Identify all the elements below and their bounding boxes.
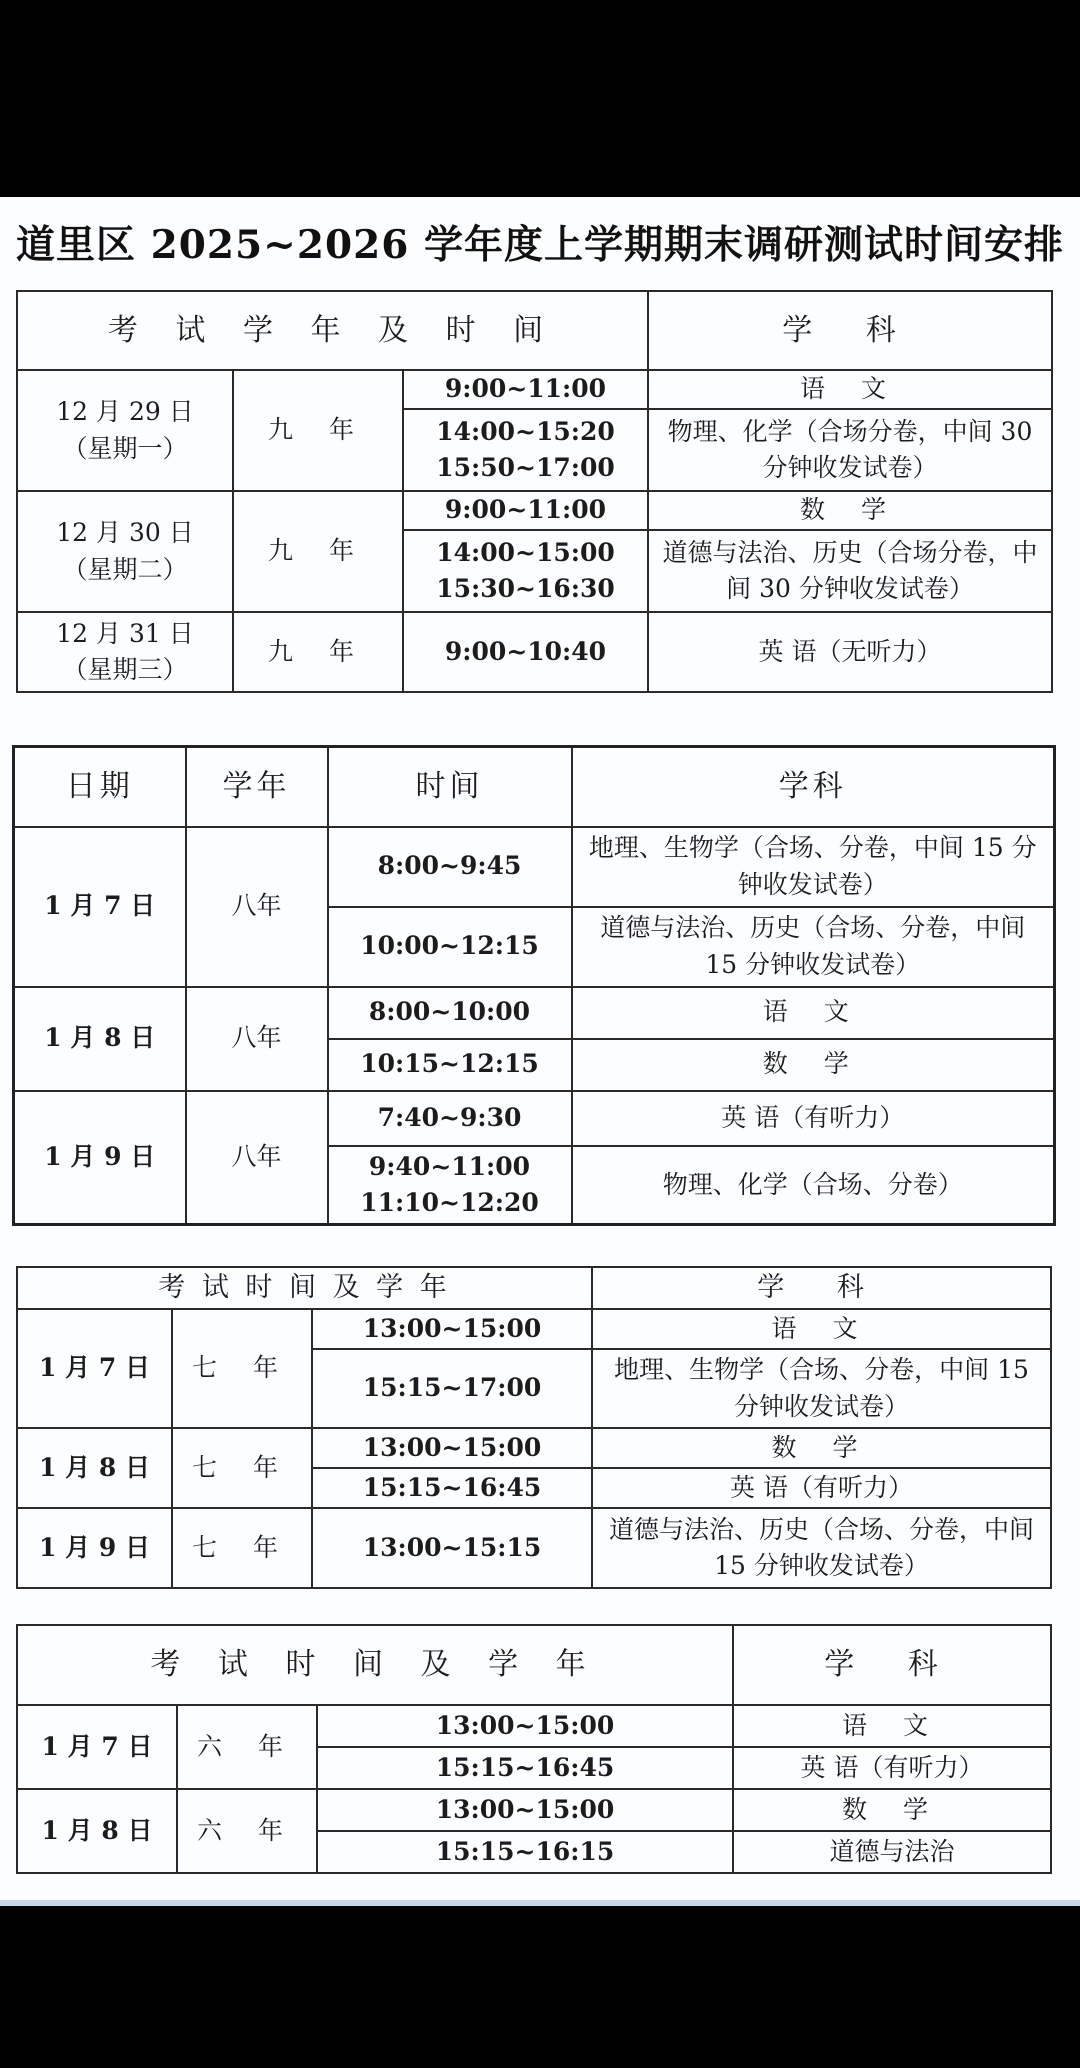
grade-cell: 九 年 — [233, 612, 403, 692]
grade7-schedule-table — [16, 1266, 1052, 1589]
subject-cell: 数 学 — [592, 1428, 1051, 1468]
grade-cell: 九 年 — [233, 491, 403, 612]
date-cell: 1 月 8 日 — [17, 1789, 177, 1873]
grade-cell: 七 年 — [172, 1428, 312, 1508]
table-header: 学 科 — [592, 1267, 1051, 1309]
subject-cell: 物理、化学（合场分卷，中间 30 分钟收发试卷） — [648, 409, 1052, 491]
subject-cell: 英 语（无听力） — [648, 612, 1052, 692]
time-cell: 15:15~17:00 — [312, 1349, 592, 1428]
grade6-schedule-table — [16, 1624, 1052, 1874]
date-cell: 1 月 8 日 — [17, 1428, 172, 1508]
table-row — [17, 1705, 1051, 1747]
time-cell: 13:00~15:15 — [312, 1508, 592, 1588]
time-cell: 9:00~11:00 — [403, 491, 648, 530]
page-edge — [0, 1900, 1080, 1906]
table-header: 时间 — [328, 747, 572, 827]
date-cell: 12 月 31 日 （星期三） — [17, 612, 233, 692]
subject-cell: 道德与法治、历史（合场分卷，中间 30 分钟收发试卷） — [648, 530, 1052, 612]
grade-cell: 八年 — [186, 1091, 328, 1225]
date-cell: 12 月 29 日 （星期一） — [17, 370, 233, 491]
table-header: 考 试 时 间 及 学 年 — [17, 1625, 733, 1705]
table-row — [14, 987, 1055, 1039]
subject-cell: 地理、生物学（合场、分卷，中间 15 分钟收发试卷） — [592, 1349, 1051, 1428]
table-row — [17, 1508, 1051, 1588]
time-cell: 14:00~15:20 15:50~17:00 — [403, 409, 648, 491]
subject-cell: 地理、生物学（合场、分卷，中间 15 分钟收发试卷） — [572, 827, 1055, 907]
grade-cell: 八年 — [186, 827, 328, 987]
time-cell: 9:40~11:00 11:10~12:20 — [328, 1146, 572, 1225]
subject-cell: 语 文 — [733, 1705, 1051, 1747]
grade-cell: 九 年 — [233, 370, 403, 491]
subject-cell: 英 语（有听力） — [733, 1747, 1051, 1789]
time-cell: 14:00~15:00 15:30~16:30 — [403, 530, 648, 612]
subject-cell: 数 学 — [648, 491, 1052, 530]
table-row — [17, 1789, 1051, 1831]
time-cell: 9:00~11:00 — [403, 370, 648, 409]
time-cell: 13:00~15:00 — [317, 1789, 733, 1831]
table-header: 考 试 学 年 及 时 间 — [17, 291, 648, 370]
time-cell: 13:00~15:00 — [312, 1309, 592, 1349]
table-row — [14, 1091, 1055, 1146]
table-row — [17, 370, 1052, 409]
subject-cell: 英 语（有听力） — [572, 1091, 1055, 1146]
time-cell: 10:15~12:15 — [328, 1039, 572, 1091]
time-cell: 15:15~16:45 — [312, 1468, 592, 1508]
grade-cell: 七 年 — [172, 1309, 312, 1428]
table-row — [17, 1428, 1051, 1468]
date-cell: 1 月 7 日 — [17, 1309, 172, 1428]
subject-cell: 数 学 — [733, 1789, 1051, 1831]
date-cell: 12 月 30 日 （星期二） — [17, 491, 233, 612]
grade8-schedule-table — [12, 745, 1056, 1226]
time-cell: 13:00~15:00 — [317, 1705, 733, 1747]
subject-cell: 英 语（有听力） — [592, 1468, 1051, 1508]
subject-cell: 语 文 — [572, 987, 1055, 1039]
subject-cell: 物理、化学（合场、分卷） — [572, 1146, 1055, 1225]
subject-cell: 道德与法治、历史（合场、分卷，中间 15 分钟收发试卷） — [572, 907, 1055, 987]
time-cell: 8:00~9:45 — [328, 827, 572, 907]
date-cell: 1 月 9 日 — [17, 1508, 172, 1588]
grade-cell: 八年 — [186, 987, 328, 1091]
table-row — [17, 1309, 1051, 1349]
table-header: 学 科 — [648, 291, 1052, 370]
table-header: 日期 — [14, 747, 186, 827]
time-cell: 15:15~16:45 — [317, 1747, 733, 1789]
time-cell: 13:00~15:00 — [312, 1428, 592, 1468]
subject-cell: 道德与法治 — [733, 1831, 1051, 1873]
time-cell: 10:00~12:15 — [328, 907, 572, 987]
date-cell: 1 月 7 日 — [17, 1705, 177, 1789]
time-cell: 8:00~10:00 — [328, 987, 572, 1039]
subject-cell: 语 文 — [592, 1309, 1051, 1349]
grade9-schedule-table — [16, 290, 1053, 693]
date-cell: 1 月 8 日 — [14, 987, 186, 1091]
table-row — [17, 612, 1052, 692]
table-header: 学年 — [186, 747, 328, 827]
subject-cell: 语 文 — [648, 370, 1052, 409]
date-cell: 1 月 7 日 — [14, 827, 186, 987]
grade-cell: 七 年 — [172, 1508, 312, 1588]
grade-cell: 六 年 — [177, 1705, 317, 1789]
subject-cell: 道德与法治、历史（合场、分卷，中间 15 分钟收发试卷） — [592, 1508, 1051, 1588]
subject-cell: 数 学 — [572, 1039, 1055, 1091]
time-cell: 15:15~16:15 — [317, 1831, 733, 1873]
table-header: 考 试 时 间 及 学 年 — [17, 1267, 592, 1309]
table-row — [14, 827, 1055, 907]
table-header: 学 科 — [733, 1625, 1051, 1705]
time-cell: 7:40~9:30 — [328, 1091, 572, 1146]
page-title: 道里区 2025~2026 学年度上学期期末调研测试时间安排 — [16, 222, 1064, 268]
grade-cell: 六 年 — [177, 1789, 317, 1873]
time-cell: 9:00~10:40 — [403, 612, 648, 692]
table-header: 学科 — [572, 747, 1055, 827]
date-cell: 1 月 9 日 — [14, 1091, 186, 1225]
table-row — [17, 491, 1052, 530]
